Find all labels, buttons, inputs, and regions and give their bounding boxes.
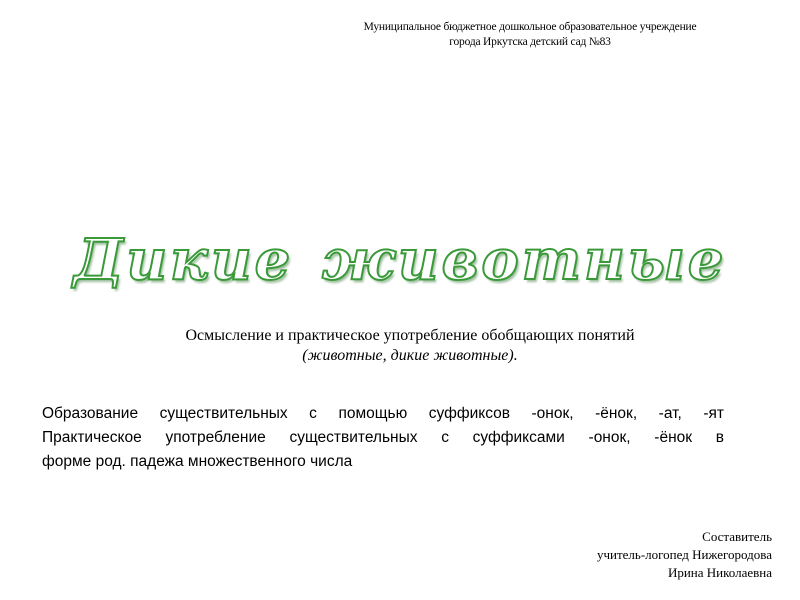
institution-line-2: города Иркутска детский сад №83 xyxy=(449,36,611,48)
subtitle-line-1: Осмысление и практическое употребление обобщающих понятий xyxy=(185,327,635,344)
lesson-description xyxy=(42,402,724,474)
subtitle-line-2: (животные, дикие животные). xyxy=(302,347,518,364)
slide-subtitle xyxy=(60,326,760,366)
description-line-2: Практическое употребление существительных с суффиксами -онок, -ёнок в xyxy=(42,429,724,446)
author-block xyxy=(412,528,772,582)
description-line-3: форме род. падежа множественного числа xyxy=(42,453,353,470)
author-position: учитель-логопед Нижегородова xyxy=(596,547,772,562)
author-name: Ирина Николаевна xyxy=(667,565,772,580)
slide-title: Дикие животные xyxy=(73,227,727,293)
author-label: Составитель xyxy=(702,529,772,544)
description-line-1: Образование существительных с помощью суффиксов -онок, -ёнок, -ат, -ят xyxy=(42,405,724,422)
institution-header xyxy=(320,20,740,50)
institution-line-1: Муниципальное бюджетное дошкольное образовательное учреждение xyxy=(363,21,697,33)
